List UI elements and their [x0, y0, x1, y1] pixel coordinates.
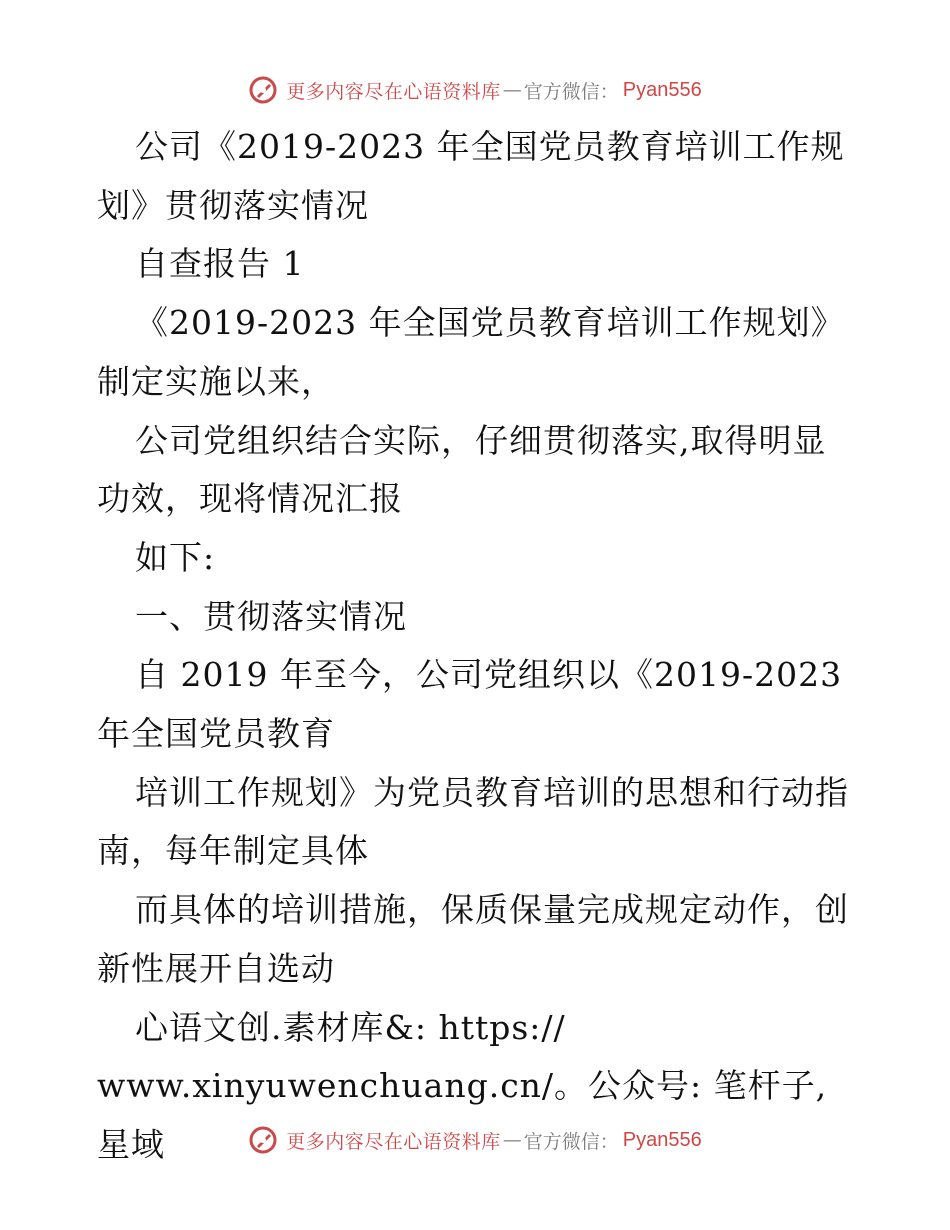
pen-logo-icon [248, 1125, 278, 1155]
paragraph: 而具体的培训措施，保质保量完成规定动作，创新性展开自选动 [97, 890, 849, 988]
watermark-contact-label: 官方微信： [523, 1130, 619, 1153]
paragraph: 公司党组织结合实际，仔细贯彻落实,取得明显功效，现将情况汇报 [97, 420, 827, 519]
watermark-dash: — [502, 79, 522, 101]
paragraph: 心语文创.素材库&: https:// [135, 1007, 566, 1047]
section-heading: 一、贯彻落实情况 [135, 596, 407, 636]
footer-watermark [0, 1120, 950, 1160]
paragraph: 如下: [135, 537, 216, 577]
pen-logo-icon [248, 75, 278, 105]
paragraph: 《2019-2023 年全国党员教育培训工作规划》制定实施以来， [97, 303, 845, 401]
watermark-main-text: 更多内容尽在心语资料库 [286, 1130, 501, 1153]
watermark-contact-label: 官方微信： [523, 80, 619, 103]
document-subtitle: 自查报告 1 [135, 244, 305, 284]
paragraph: 自 2019 年至今，公司党组织以《2019-2023 年全国党员教育 [97, 655, 843, 754]
watermark-dash: — [502, 1129, 522, 1151]
header-watermark [0, 70, 950, 110]
paragraph: 培训工作规划》为党员教育培训的思想和行动指南，每年制定具体 [97, 772, 849, 871]
paragraph: www.xinyuwenchuang.cn/。公众号: 笔杆子,星域 [97, 1066, 828, 1164]
watermark-wechat-id: Pyan556 [622, 1128, 702, 1151]
watermark-wechat-id: Pyan556 [622, 78, 702, 101]
watermark-main-text: 更多内容尽在心语资料库 [286, 80, 501, 103]
document-body [97, 118, 857, 1175]
document-title: 公司《2019-2023 年全国党员教育培训工作规划》贯彻落实情况 [97, 127, 845, 225]
